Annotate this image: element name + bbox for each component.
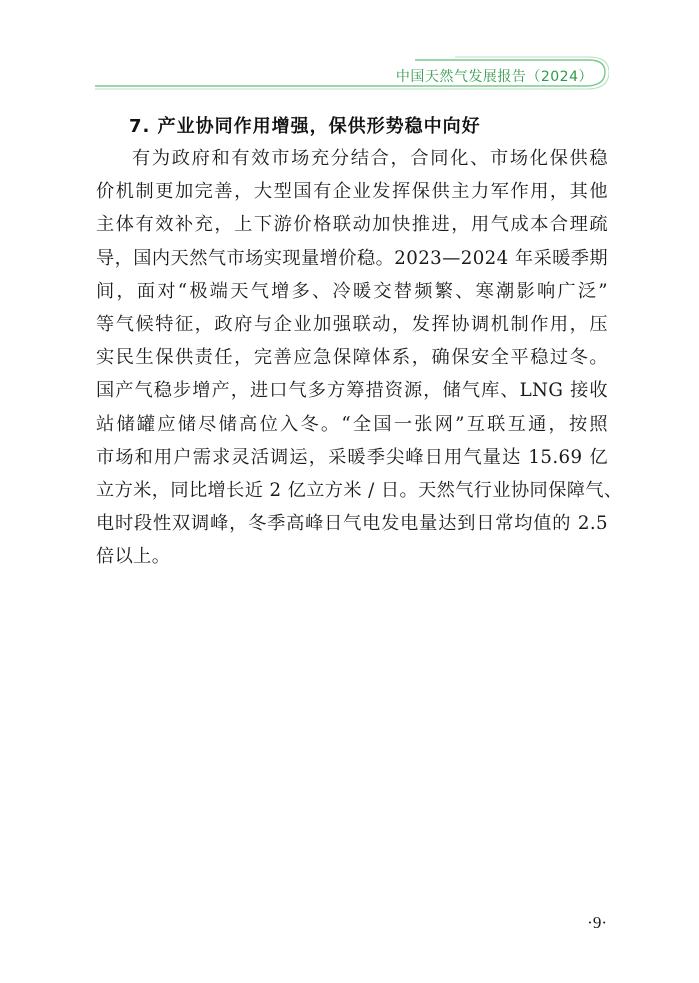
paragraph-line: 有为政府和有效市场充分结合，合同化、市场化保供稳 [132,148,608,169]
report-title: 中国天然气发展报告（2024） [395,69,593,85]
paragraph-line: 价机制更加完善，大型国有企业发挥保供主力军作用，其他 [96,181,608,203]
paragraph-line: 倍以上。 [96,546,171,568]
paragraph-line: 间，面对“极端天气增多、冷暖交替频繁、寒潮影响广泛” [96,280,608,302]
paragraph-line: 电时段性双调峰，冬季高峰日气电发电量达到日常均值的 2.5 [96,513,608,535]
paragraph-line: 主体有效补充，上下游价格联动加快推进，用气成本合理疏 [96,214,608,236]
paragraph-line: 立方米，同比增长近 2 亿立方米 / 日。天然气行业协同保障气、 [96,479,623,501]
running-header [95,56,609,94]
paragraph-line: 站储罐应储尽储高位入冬。“全国一张网”互联互通，按照 [96,413,608,435]
paragraph-line: 市场和用户需求灵活调运，采暖季尖峰日用气量达 15.69 亿 [96,446,608,468]
paragraph-line: 实民生保供责任，完善应急保障体系，确保安全平稳过冬。 [96,347,608,369]
body-paragraph [96,142,623,573]
paragraph-line: 等气候特征，政府与企业加强联动，发挥协调机制作用，压 [96,313,608,335]
paragraph-line: 国产气稳步增产，进口气多方筹措资源，储气库、LNG 接收 [96,380,608,402]
section-heading: 7. 产业协同作用增强，保供形势稳中向好 [129,116,481,137]
paragraph-line: 导，国内天然气市场实现量增价稳。2023—2024 年采暖季期 [96,247,608,269]
page-number: ·9· [587,913,607,932]
